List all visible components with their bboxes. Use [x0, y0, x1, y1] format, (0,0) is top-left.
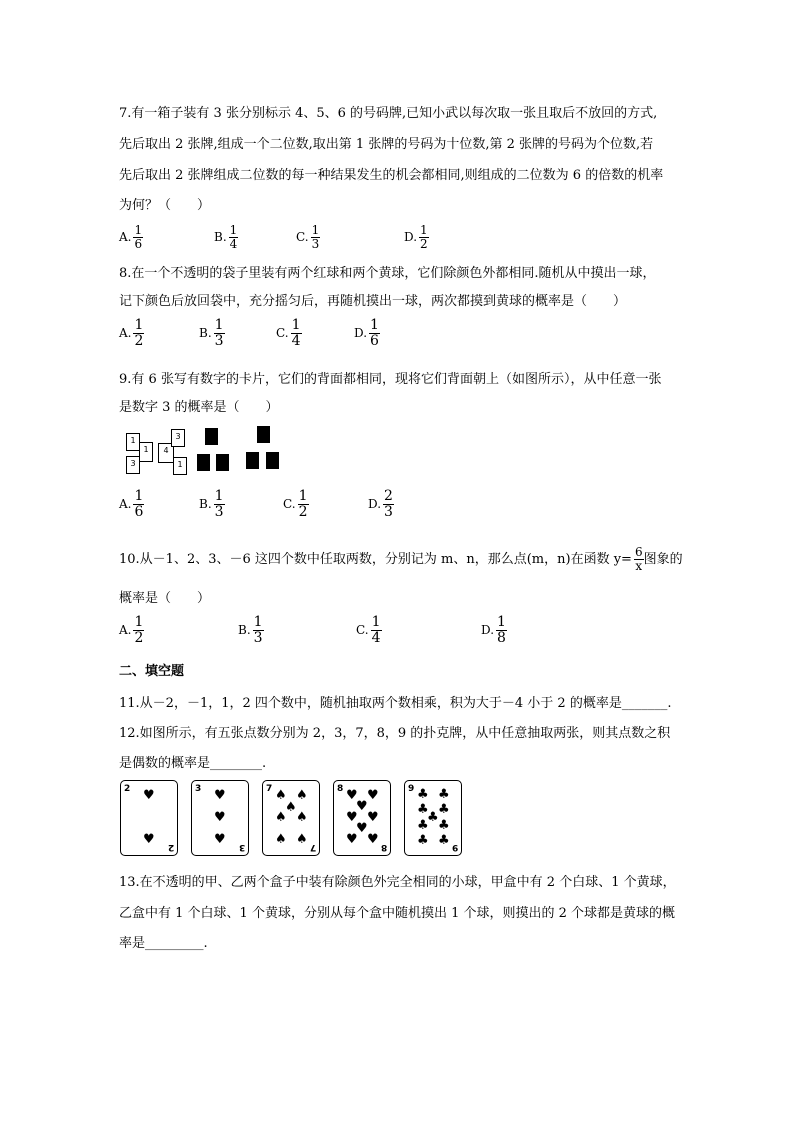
heart-icon: ♥ — [143, 788, 155, 803]
spade-icon: ♠ — [285, 800, 297, 815]
q7-line-4: 为何？（ ） — [119, 198, 211, 213]
club-icon: ♣ — [417, 818, 429, 833]
mini-card: 3 — [126, 456, 140, 474]
q9-option-a: A. $\frac{1}{6}$ — [119, 488, 144, 520]
q8-line-1: 8.在一个不透明的袋子里装有两个红球和两个黄球，它们除颜色外都相同.随机从中摸出一球， — [119, 266, 656, 281]
face-down-card — [266, 452, 279, 469]
playing-card-9-clubs: 9 9 ♣ ♣ ♣ ♣ ♣ ♣ ♣ ♣ ♣ — [404, 780, 462, 856]
club-icon: ♣ — [438, 818, 450, 833]
face-down-card — [246, 452, 259, 469]
mini-card: 4 — [158, 443, 174, 463]
heart-icon: ♥ — [356, 799, 368, 814]
heart-icon: ♥ — [143, 832, 155, 847]
mini-card: 1 — [173, 457, 187, 475]
q9-option-c: C. $\frac{1}{2}$ — [283, 488, 308, 520]
face-down-card — [197, 454, 210, 471]
q13-line-2: 乙盒中有 1 个白球、1 个黄球，分别从每个盒中随机摸出 1 个球，则摸出的 2 个球都是黄球的概 — [119, 906, 676, 921]
q10-option-c: C. $\frac{1}{4}$ — [356, 614, 381, 646]
q10-text-post: 图象的 — [643, 552, 683, 567]
heart-icon: ♥ — [346, 788, 358, 803]
q10-option-b: B. $\frac{1}{3}$ — [238, 614, 263, 646]
club-icon: ♣ — [438, 833, 450, 848]
q9-line-2: 是数字 3 的概率是（ ） — [119, 400, 279, 415]
club-icon: ♣ — [417, 833, 429, 848]
playing-card-7-spades: 7 7 ♠ ♠ ♠ ♠ ♠ ♠ ♠ — [262, 780, 320, 856]
face-down-card — [216, 454, 229, 471]
q9-option-d: D. $\frac{2}{3}$ — [368, 488, 393, 520]
heart-icon: ♥ — [346, 810, 358, 825]
spade-icon: ♠ — [296, 832, 308, 847]
q13-line-3: 率是_________. — [119, 936, 208, 951]
q7-line-2: 先后取出 2 张牌,组成一个二位数,取出第 1 张牌的号码为十位数,第 2 张牌的号码为个位数,若 — [119, 137, 654, 152]
heart-icon: ♥ — [367, 832, 379, 847]
q10-text-pre: 10.从－1、2、3、－6 这四个数中任取两数，分别记为 m、n，那么点(m，n)在函数 y= — [119, 552, 632, 567]
heart-icon: ♥ — [214, 810, 226, 825]
q8-option-a: A. $\frac{1}{2}$ — [119, 317, 144, 349]
mini-card: 1 — [126, 433, 140, 451]
heart-icon: ♥ — [346, 832, 358, 847]
spade-icon: ♠ — [275, 788, 287, 803]
q7-line-1: 7.有一箱子装有 3 张分别标示 4、5、6 的号码牌,已知小武以每次取一张且取后不放回的方式, — [119, 106, 658, 121]
q8-option-d: D. $\frac{1}{6}$ — [354, 317, 379, 349]
spade-icon: ♠ — [275, 832, 287, 847]
q11-line: 11.从－2，－1，1，2 四个数中，随机抽取两个数相乘，积为大于－4 小于 2 的概率是_______. — [119, 696, 672, 711]
q7-option-d: D. $\frac{1}{2}$ — [404, 223, 428, 251]
heart-icon: ♥ — [214, 832, 226, 847]
heart-icon: ♥ — [367, 810, 379, 825]
playing-card-3-hearts: 3 3 ♥ ♥ ♥ — [191, 780, 249, 856]
club-icon: ♣ — [438, 787, 450, 802]
q9-line-1: 9.有 6 张写有数字的卡片，它们的背面都相同，现将它们背面朝上（如图所示），从中任意一张 — [119, 372, 662, 387]
q7-option-b: B. $\frac{1}{4}$ — [214, 223, 238, 251]
club-icon: ♣ — [427, 810, 439, 825]
function-fraction: $\frac{6}{x}$ — [634, 545, 643, 573]
q8-option-b: B. $\frac{1}{3}$ — [199, 317, 224, 349]
face-down-card — [257, 426, 270, 443]
spade-icon: ♠ — [296, 788, 308, 803]
q9-option-b: B. $\frac{1}{3}$ — [199, 488, 224, 520]
q10-option-d: D. $\frac{1}{8}$ — [481, 614, 506, 646]
q12-line-2: 是偶数的概率是________. — [119, 756, 267, 771]
section-heading: 二、填空题 — [119, 664, 185, 679]
q12-line-1: 12.如图所示，有五张点数分别为 2，3，7，8，9 的扑克牌，从中任意抽取两张，则其点数之积 — [119, 726, 671, 741]
q10-option-a: A. $\frac{1}{2}$ — [119, 614, 144, 646]
q10-line-2: 概率是（ ） — [119, 591, 211, 606]
q13-line-1: 13.在不透明的甲、乙两个盒子中装有除颜色外完全相同的小球，甲盒中有 2 个白球、1 个黄球， — [119, 875, 676, 890]
q10-line-1 — [119, 546, 683, 573]
face-down-card — [205, 428, 218, 445]
playing-card-8-hearts: 8 8 ♥ ♥ ♥ ♥ ♥ ♥ ♥ ♥ — [333, 780, 391, 856]
spade-icon: ♠ — [275, 810, 287, 825]
mini-card: 1 — [139, 442, 153, 462]
spade-icon: ♠ — [296, 810, 308, 825]
q8-option-c: C. $\frac{1}{4}$ — [276, 317, 301, 349]
club-icon: ♣ — [417, 787, 429, 802]
club-icon: ♣ — [438, 802, 450, 817]
heart-icon: ♥ — [214, 788, 226, 803]
q7-line-3: 先后取出 2 张牌组成二位数的每一种结果发生的机会都相同,则组成的二位数为 6 的倍数的机率 — [119, 168, 664, 183]
q7-option-a: A. $\frac{1}{6}$ — [119, 223, 143, 251]
heart-icon: ♥ — [356, 821, 368, 836]
q7-option-c: C. $\frac{1}{3}$ — [296, 223, 320, 251]
q8-line-2: 记下颜色后放回袋中，充分摇匀后，再随机摸出一球，两次都摸到黄球的概率是（ ） — [119, 294, 627, 309]
club-icon: ♣ — [417, 802, 429, 817]
playing-card-2-hearts: 2 2 ♥ ♥ — [120, 780, 178, 856]
heart-icon: ♥ — [367, 788, 379, 803]
mini-card: 3 — [171, 429, 185, 447]
